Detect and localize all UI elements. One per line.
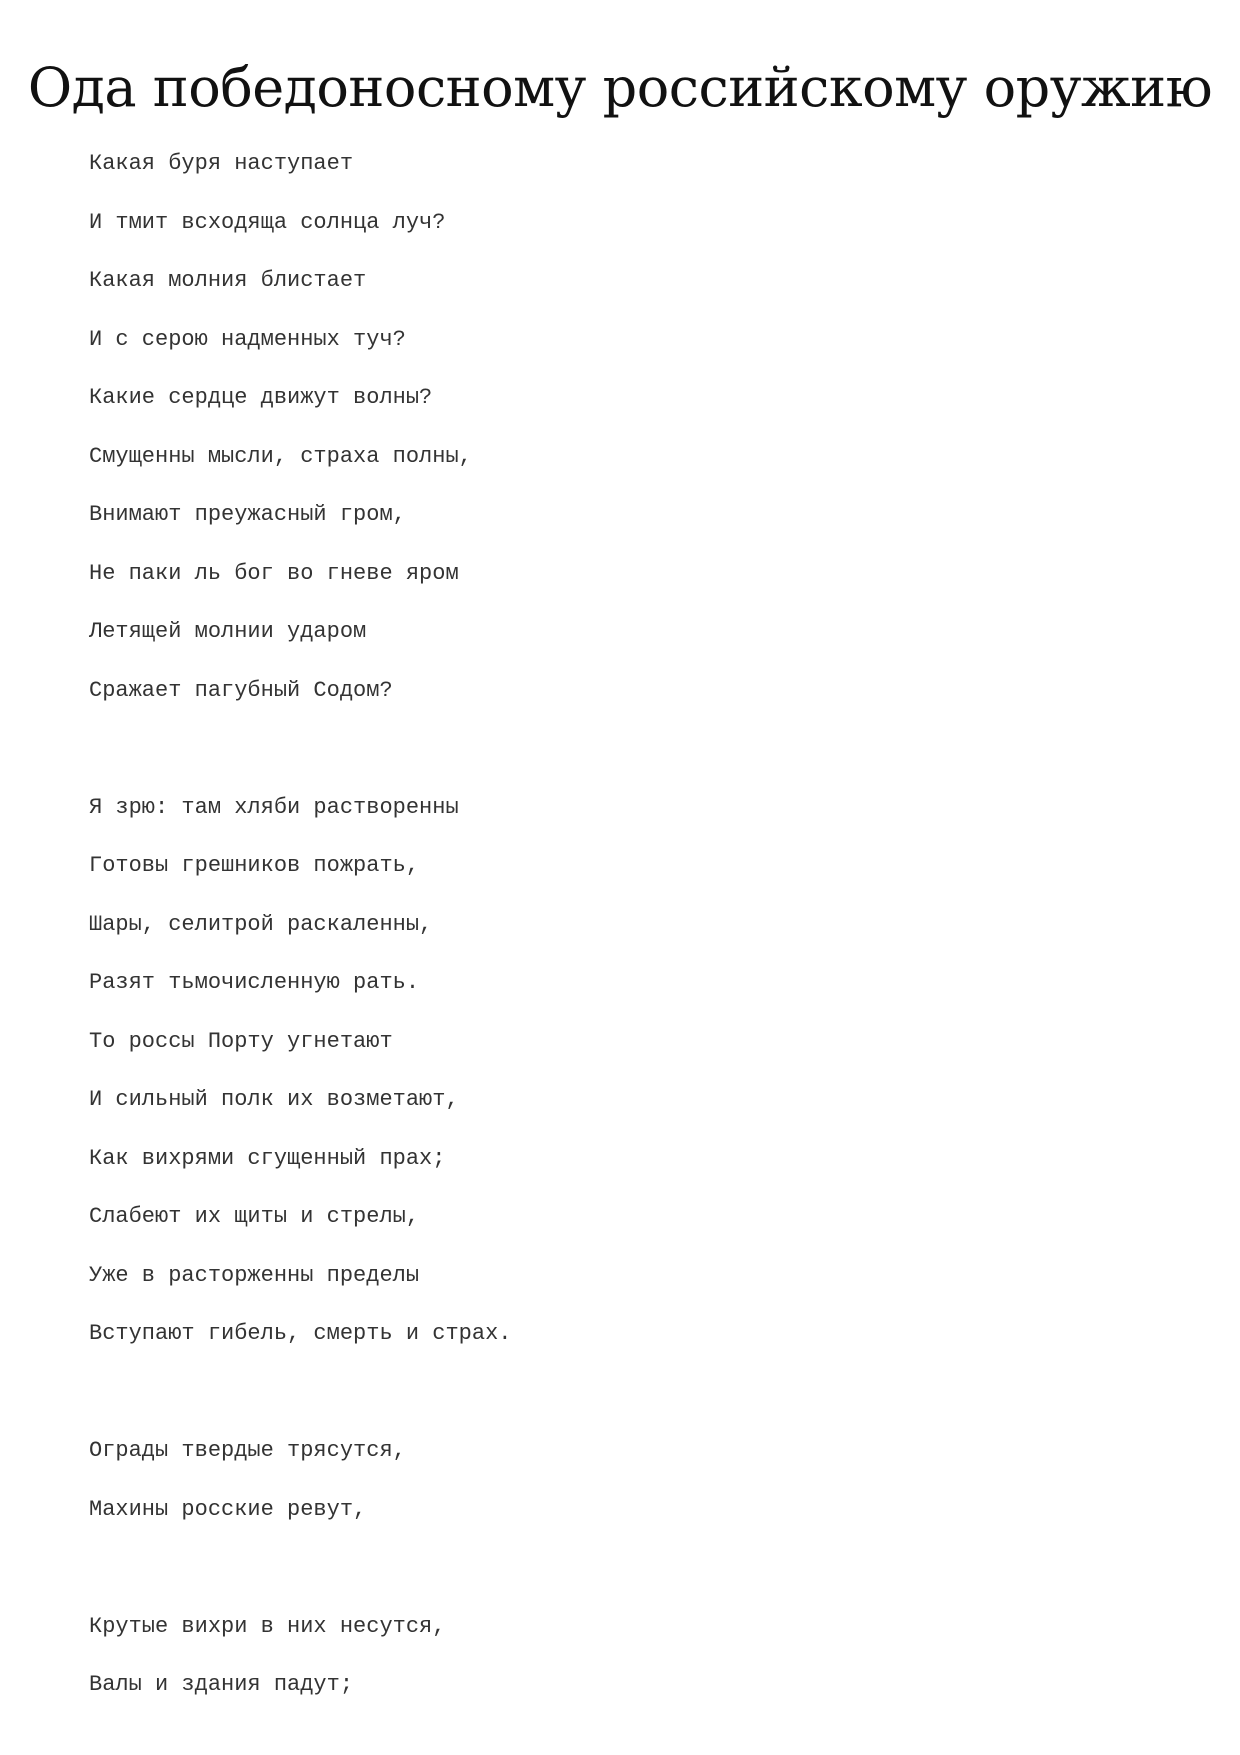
- poem-line: Летящей молнии ударом: [89, 619, 367, 644]
- poem-line: Я зрю: там хляби растворенны: [89, 794, 459, 820]
- poem-line: Слабеют их щиты и стрелы,: [89, 1204, 420, 1229]
- stanza-2: [89, 792, 1169, 1377]
- poem-body: [89, 148, 1169, 1728]
- document-title: Ода победоносному российскому оружию: [27, 56, 1213, 119]
- poem-line: То россы Порту угнетают: [89, 1028, 393, 1054]
- poem-line: Крутые вихри в них несутся,: [89, 1613, 446, 1639]
- poem-line: Смущенны мысли, страха полны,: [89, 443, 472, 469]
- poem-line: Какая молния блистает: [89, 268, 367, 293]
- poem-line: Готовы грешников пожрать,: [89, 853, 420, 878]
- stanza-separator: [89, 1552, 1169, 1611]
- stanza-4: [89, 1611, 1169, 1728]
- poem-line: Сражает пагубный Содом?: [89, 677, 393, 703]
- stanza-1: [89, 148, 1169, 733]
- poem-line: И с серою надменных туч?: [89, 326, 406, 352]
- poem-line: Как вихрями сгущенный прах;: [89, 1145, 446, 1171]
- poem-line: Махины росские ревут,: [89, 1496, 367, 1522]
- poem-line: Какая буря наступает: [89, 151, 354, 176]
- poem-line: И сильный полк их возметают,: [89, 1087, 459, 1112]
- stanza-separator: [89, 733, 1169, 792]
- poem-line: Валы и здания падут;: [89, 1672, 354, 1697]
- poem-line: Разят тьмочисленную рать.: [89, 970, 420, 995]
- poem-line: И тмит всходяща солнца луч?: [89, 209, 446, 235]
- poem-line: Уже в расторженны пределы: [89, 1262, 420, 1288]
- poem-line: Шары, селитрой раскаленны,: [89, 911, 433, 937]
- poem-line: Какие сердце движут волны?: [89, 385, 433, 410]
- poem-line: Вступают гибель, смерть и страх.: [89, 1321, 512, 1346]
- poem-line: Ограды твердые трясутся,: [89, 1438, 406, 1463]
- poem-line: Не паки ль бог во гневе яром: [89, 560, 459, 586]
- stanza-separator: [89, 1377, 1169, 1436]
- poem-line: Внимают преужасный гром,: [89, 502, 406, 527]
- stanza-3: [89, 1435, 1169, 1552]
